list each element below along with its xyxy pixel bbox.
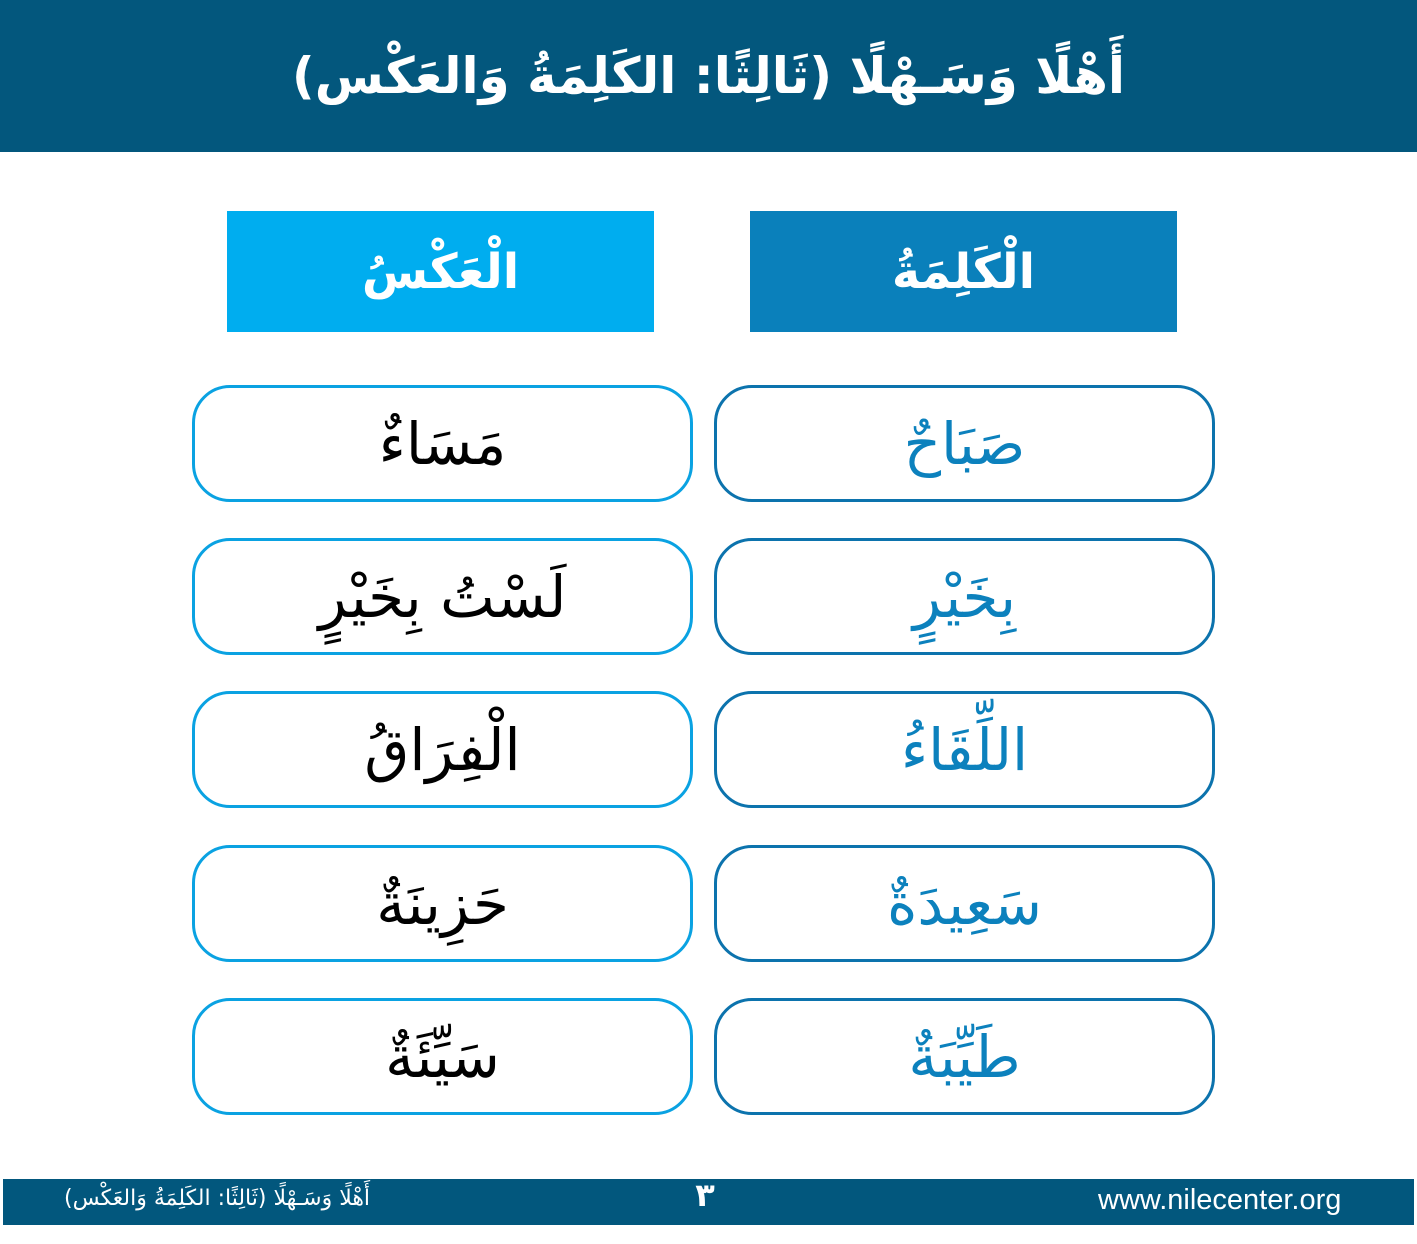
opposite-card: حَزِينَةٌ: [192, 845, 693, 962]
website-link[interactable]: www.nilecenter.org: [1098, 1184, 1342, 1216]
page-header: [0, 0, 1417, 152]
word-card: اللِّقَاءُ: [714, 691, 1215, 808]
word-card: بِخَيْرٍ: [714, 538, 1215, 655]
opposite-card: لَسْتُ بِخَيْرٍ: [192, 538, 693, 655]
opposite-card: سَيِّئَةٌ: [192, 998, 693, 1115]
opposite-column-heading: الْعَكْسُ: [227, 211, 654, 332]
word-card: طَيِّبَةٌ: [714, 998, 1215, 1115]
opposite-card: مَسَاءٌ: [192, 385, 693, 502]
page-number: ٣: [695, 1176, 715, 1214]
page-title: أَهْلًا وَسَـهْلًا (ثَالِثًا: الكَلِمَةُ وَالعَكْس): [291, 47, 1126, 105]
opposite-card: الْفِرَاقُ: [192, 691, 693, 808]
word-column-heading: الْكَلِمَةُ: [750, 211, 1177, 332]
word-card: صَبَاحٌ: [714, 385, 1215, 502]
word-card: سَعِيدَةٌ: [714, 845, 1215, 962]
footer-title: أَهْلًا وَسَـهْلًا (ثَالِثًا: الكَلِمَةُ وَالعَكْس): [64, 1186, 371, 1211]
